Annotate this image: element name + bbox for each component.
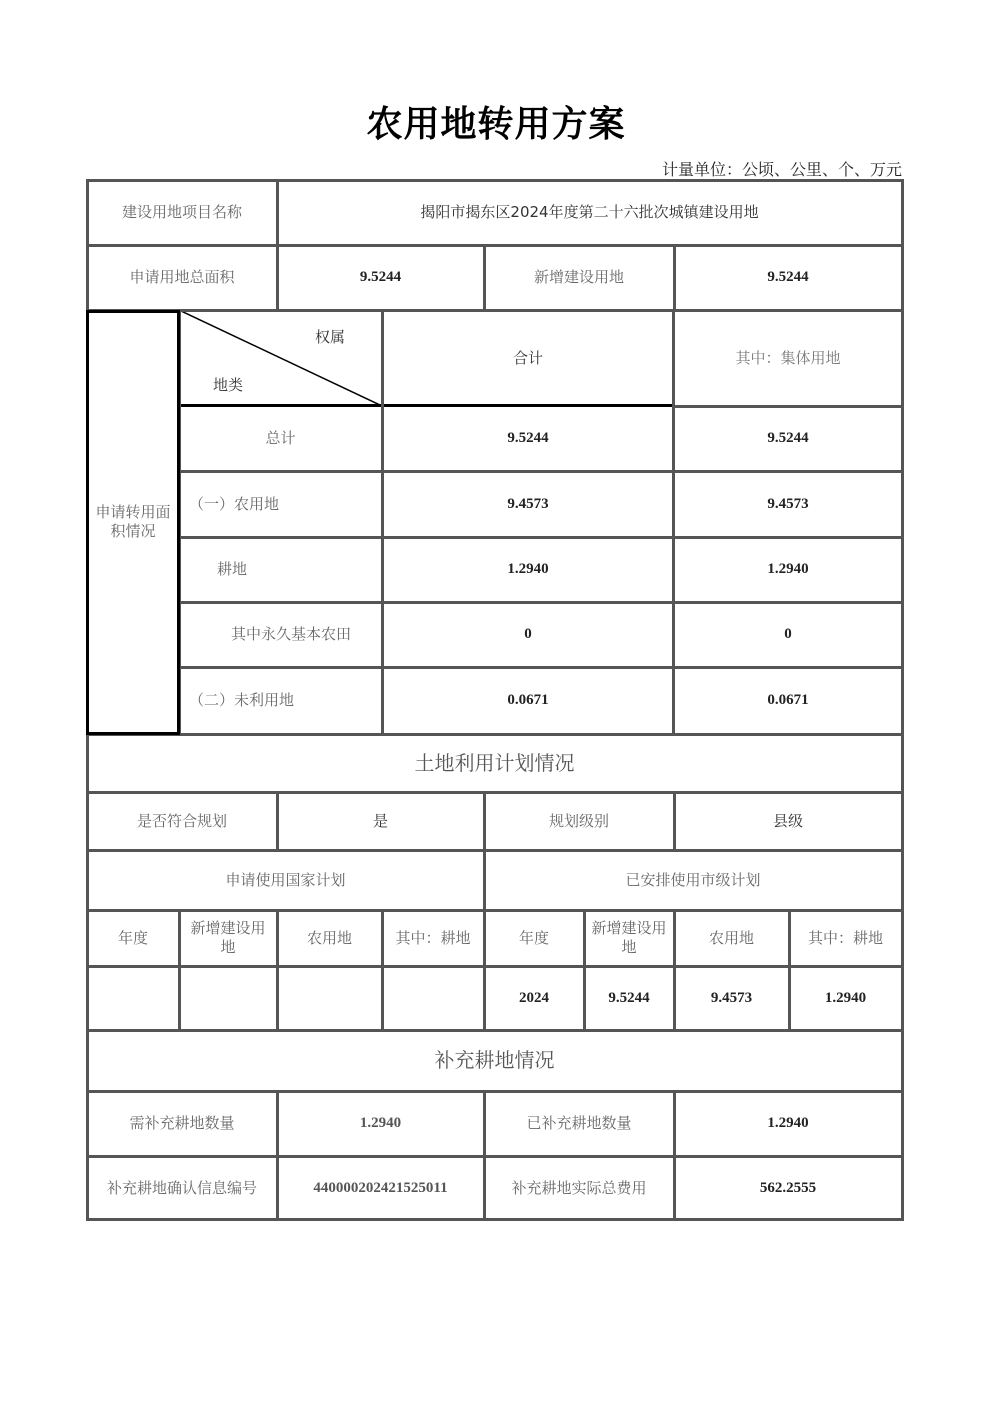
row-cultivated-label: 耕地	[217, 560, 248, 579]
grid-line	[483, 1090, 486, 1221]
grid-line	[673, 1090, 676, 1221]
grid-line	[86, 1090, 904, 1093]
plan-value-cultivated-city: 1.2940	[824, 989, 867, 1006]
project-name-label: 建设用地项目名称	[121, 203, 242, 222]
city-plan-label: 已安排使用市级计划	[625, 870, 761, 889]
page-title: 农用地转用方案	[366, 104, 626, 145]
grid-line	[483, 244, 486, 312]
plan-value-farm-national	[277, 966, 382, 1030]
row-permanent-collective: 0	[784, 626, 792, 643]
grid-line	[381, 310, 384, 735]
plan-section-title: 土地利用计划情况	[414, 750, 575, 775]
supplement-section-title: 补充耕地情况	[434, 1048, 555, 1072]
project-name-value: 揭阳市揭东区2024年度第二十六批次城镇建设用地	[420, 203, 759, 222]
plan-value-farm-city: 9.4573	[710, 989, 753, 1006]
grid-line	[179, 666, 904, 669]
grid-line	[178, 909, 181, 1032]
row-cultivated-total: 1.2940	[507, 561, 549, 578]
plan-header-new-city: 新增建设用地	[591, 919, 667, 956]
row-unused-collective: 0.0671	[767, 692, 809, 709]
unit-label: 计量单位：公顷、公里、个、万元	[661, 160, 902, 179]
grid-line	[276, 909, 279, 1032]
grid-line	[672, 310, 675, 735]
row-unused-label: （二）未利用地	[189, 691, 295, 710]
plan-header-farm-city: 农用地	[708, 928, 754, 947]
row-farmland-total: 9.4573	[507, 495, 549, 512]
grid-line	[86, 965, 904, 968]
diagonal-header-cell	[179, 310, 382, 406]
national-plan-label: 申请使用国家计划	[225, 870, 346, 889]
row-cultivated-collective: 1.2940	[767, 561, 809, 578]
plan-header-year-city: 年度	[518, 928, 549, 947]
cost-label: 补充耕地实际总费用	[511, 1178, 647, 1197]
grid-line	[179, 404, 674, 407]
grid-line	[483, 791, 486, 1032]
total-area-label: 申请用地总面积	[129, 268, 235, 287]
plan-header-farm-national: 农用地	[306, 928, 352, 947]
grid-line	[86, 309, 904, 312]
grid-line	[86, 244, 904, 247]
need-label: 需补充耕地数量	[129, 1114, 235, 1133]
done-value: 1.2940	[767, 1115, 809, 1132]
conversion-side-border	[86, 310, 180, 735]
row-permanent-label: 其中永久基本农田	[231, 625, 352, 644]
conversion-side-label: 申请转用面积情况	[95, 503, 171, 540]
level-value: 县级	[772, 811, 803, 830]
done-label: 已补充耕地数量	[526, 1114, 632, 1133]
grid-line	[583, 909, 586, 1032]
id-value: 440000202421525011	[313, 1179, 448, 1196]
grid-line	[86, 179, 904, 182]
plan-header-cultivated-national: 其中：耕地	[395, 928, 471, 947]
new-construction-value: 9.5244	[767, 269, 809, 286]
grid-line	[788, 909, 791, 1032]
row-farmland-collective: 9.4573	[767, 495, 809, 512]
plan-value-cultivated-national	[382, 966, 484, 1030]
diagonal-line	[179, 310, 382, 406]
grid-line	[86, 1218, 904, 1221]
grid-line	[179, 601, 904, 604]
row-total-label: 总计	[265, 429, 296, 448]
plan-header-new-national: 新增建设用地	[190, 919, 266, 956]
plan-value-new-national	[179, 966, 277, 1030]
grid-line	[276, 1090, 279, 1221]
grid-line	[86, 1155, 904, 1158]
grid-line	[276, 791, 279, 852]
grid-line	[86, 733, 904, 736]
grid-line	[276, 179, 279, 312]
plan-value-new-city: 9.5244	[608, 989, 650, 1006]
row-total-collective: 9.5244	[767, 430, 809, 447]
grid-line	[179, 470, 904, 473]
row-unused-total: 0.0671	[507, 692, 549, 709]
plan-value-year-national	[87, 966, 179, 1030]
grid-line	[673, 791, 676, 852]
new-construction-label: 新增建设用地	[533, 268, 624, 287]
diagonal-bottom-label: 地类	[213, 376, 244, 394]
conform-label: 是否符合规划	[136, 811, 227, 830]
id-label: 补充耕地确认信息编号	[106, 1178, 257, 1197]
diagonal-top-label: 权属	[315, 328, 346, 346]
grid-line	[86, 909, 904, 912]
col-collective-header: 其中：集体用地	[735, 348, 841, 367]
grid-line	[901, 179, 904, 1221]
cost-value: 562.2555	[759, 1179, 817, 1196]
row-farmland-label: （一）农用地	[189, 494, 280, 513]
grid-line	[673, 244, 676, 312]
conform-value: 是	[372, 811, 388, 830]
grid-line	[86, 791, 904, 794]
grid-line	[86, 849, 904, 852]
plan-header-cultivated-city: 其中：耕地	[807, 928, 883, 947]
grid-line	[381, 909, 384, 1032]
grid-line	[673, 909, 676, 1032]
level-label: 规划级别	[548, 811, 609, 830]
col-total-header: 合计	[512, 348, 543, 367]
grid-line	[86, 1029, 904, 1032]
grid-line	[674, 405, 904, 408]
row-permanent-total: 0	[524, 626, 532, 643]
need-value: 1.2940	[359, 1115, 402, 1132]
total-area-value: 9.5244	[359, 269, 402, 286]
row-total-total: 9.5244	[507, 430, 549, 447]
grid-line	[179, 536, 904, 539]
plan-value-year-city: 2024	[519, 989, 549, 1006]
plan-header-year-national: 年度	[117, 928, 148, 947]
